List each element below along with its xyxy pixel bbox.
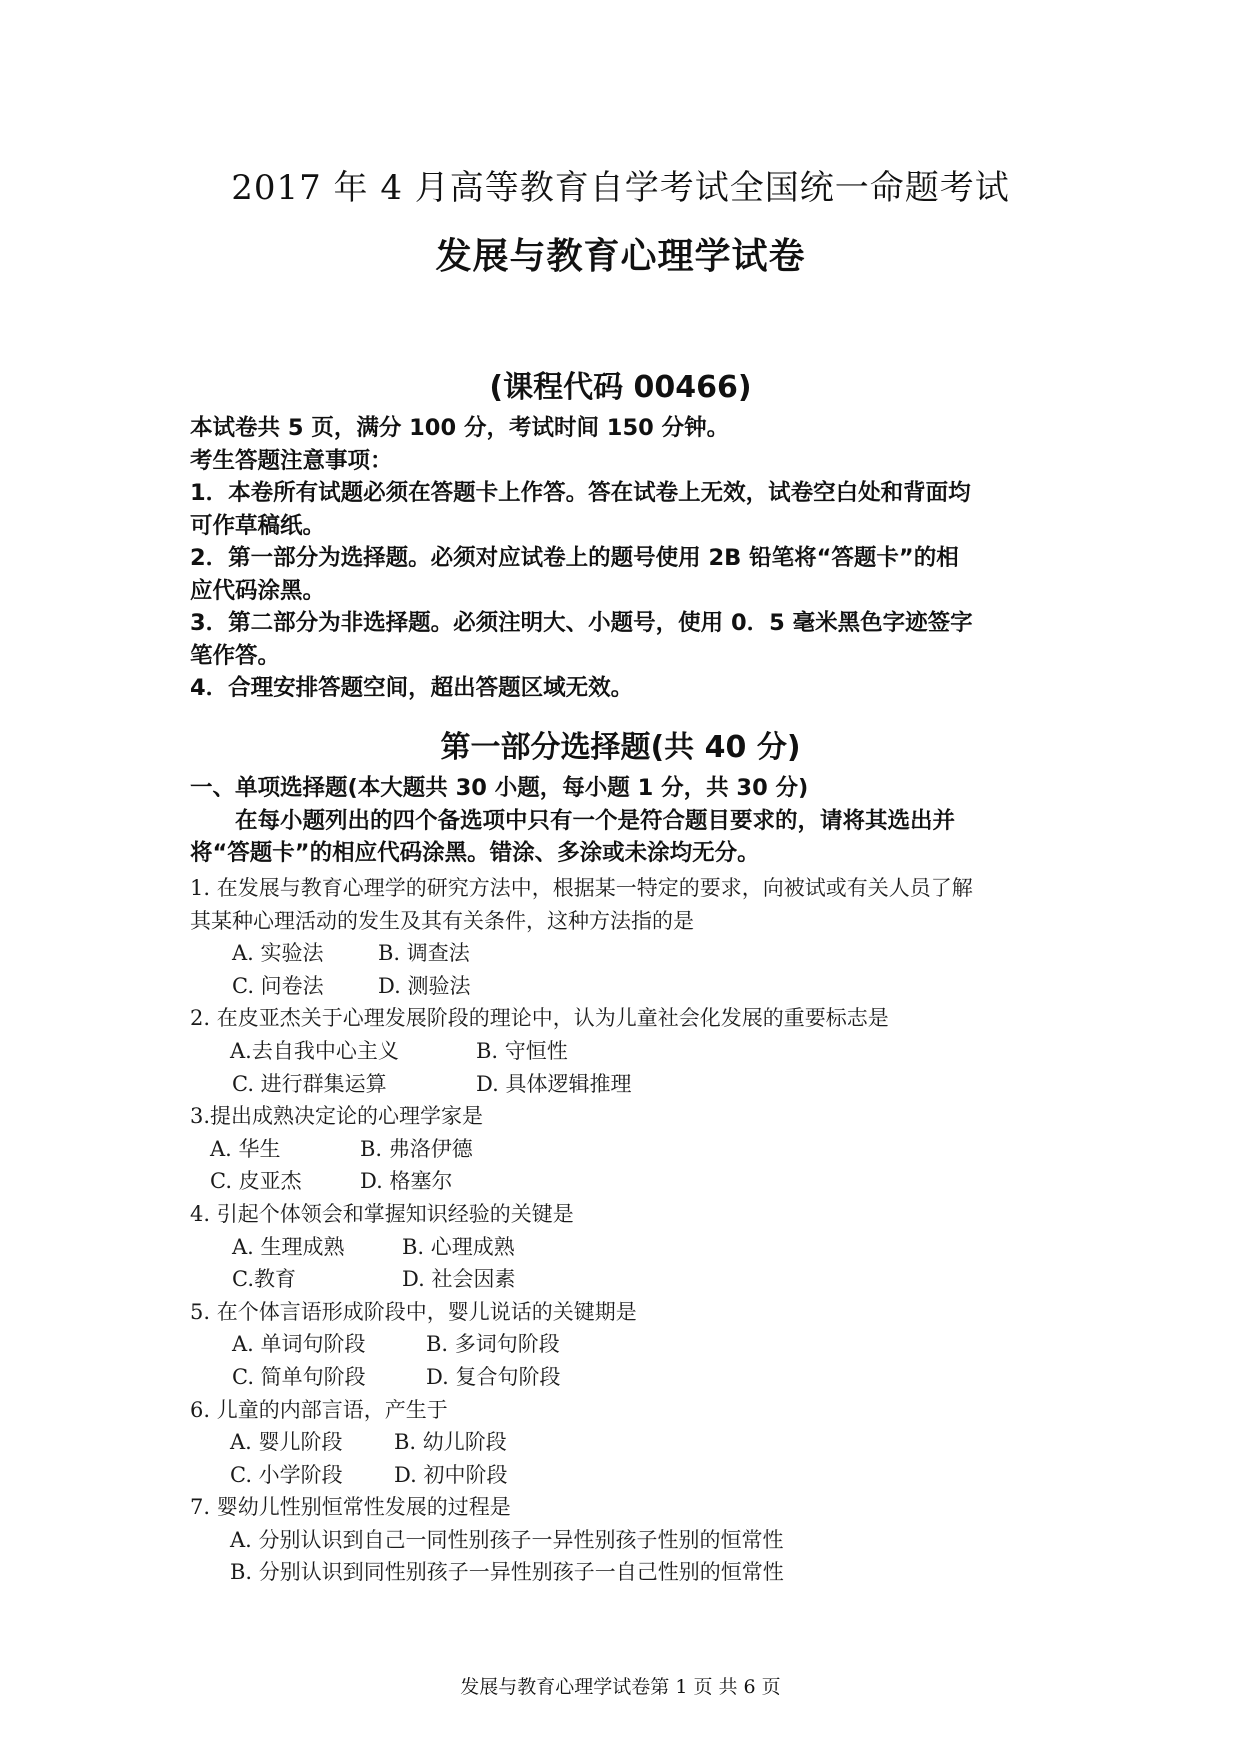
notes-item-2-cont: 应代码涂黑。 — [190, 577, 326, 604]
notes-item-1-cont: 可作草稿纸。 — [190, 512, 326, 539]
question-1: 1. 在发展与教育心理学的研究方法中，根据某一特定的要求，向被试或有关人员了解 — [190, 876, 973, 900]
course-code: (课程代码 00466) — [489, 370, 752, 405]
question-4-options-row-2 — [190, 1263, 1070, 1296]
option-d: D. 初中阶段 — [394, 1462, 508, 1487]
question-3: 3.提出成熟决定论的心理学家是 — [190, 1104, 484, 1129]
option-d: D. 社会因素 — [402, 1267, 516, 1292]
option-c: C.教育 — [232, 1267, 296, 1292]
question-7-option-a: A. 分别认识到自己一同性别孩子一异性别孩子性别的恒常性 — [230, 1527, 784, 1552]
option-b: B. 心理成熟 — [402, 1234, 515, 1259]
option-c: C. 进行群集运算 — [232, 1071, 387, 1096]
option-d: D. 复合句阶段 — [426, 1364, 561, 1389]
question-6-options-row-2 — [190, 1459, 1070, 1492]
question-2-options-row-1 — [190, 1035, 1070, 1068]
option-d: D. 具体逻辑推理 — [476, 1071, 632, 1096]
section-one-heading: 一、单项选择题(本大题共 30 小题，每小题 1 分，共 30 分) — [190, 775, 809, 801]
notes-item-1: 1．本卷所有试题必须在答题卡上作答。答在试卷上无效，试卷空白处和背面均 — [190, 480, 971, 506]
option-a: A. 婴儿阶段 — [230, 1430, 343, 1455]
option-b: B. 多词句阶段 — [426, 1332, 560, 1357]
option-a: A. 单词句阶段 — [232, 1332, 366, 1357]
option-c: C. 皮亚杰 — [210, 1169, 302, 1194]
notes-summary: 本试卷共 5 页，满分 100 分，考试时间 150 分钟。 — [190, 415, 730, 441]
exam-notes — [190, 412, 1070, 705]
notes-item-3: 3．第二部分为非选择题。必须注明大、小题号，使用 0．5 毫米黑色字迹签字 — [190, 610, 973, 636]
part-one-title: 第一部分选择题(共 40 分) — [440, 730, 801, 765]
question-4: 4. 引起个体领会和掌握知识经验的关键是 — [190, 1201, 574, 1226]
notes-heading: 考生答题注意事项： — [190, 447, 393, 474]
question-5: 5. 在个体言语形成阶段中，婴儿说话的关键期是 — [190, 1299, 637, 1324]
section-one-instruction-cont: 将“答题卡”的相应代码涂黑。错涂、多涂或未涂均无分。 — [190, 840, 760, 866]
option-c: C. 简单句阶段 — [232, 1364, 366, 1389]
option-a: A. 实验法 — [232, 941, 324, 966]
option-b: B. 幼儿阶段 — [394, 1430, 507, 1455]
question-list — [190, 872, 1070, 1589]
notes-item-2: 2．第一部分为选择题。必须对应试卷上的题号使用 2B 铅笔将“答题卡”的相 — [190, 545, 959, 571]
option-b: B. 调查法 — [378, 941, 470, 966]
question-1-options-row-2 — [190, 970, 1070, 1003]
question-3-options-row-2 — [190, 1165, 1070, 1198]
question-2: 2. 在皮亚杰关于心理发展阶段的理论中，认为儿童社会化发展的重要标志是 — [190, 1006, 889, 1031]
option-d: D. 格塞尔 — [360, 1169, 453, 1194]
option-b: B. 弗洛伊德 — [360, 1136, 473, 1161]
question-3-options-row-1 — [190, 1133, 1070, 1166]
question-4-options-row-1 — [190, 1231, 1070, 1264]
option-d: D. 测验法 — [378, 973, 471, 998]
question-7: 7. 婴幼儿性别恒常性发展的过程是 — [190, 1495, 511, 1520]
question-7-option-b: B. 分别认识到同性别孩子一异性别孩子一自己性别的恒常性 — [230, 1560, 784, 1585]
question-5-options-row-2 — [190, 1361, 1070, 1394]
question-2-options-row-2 — [190, 1068, 1070, 1101]
option-b: B. 守恒性 — [476, 1038, 568, 1063]
paper-title: 发展与教育心理学试卷 — [435, 236, 806, 277]
option-a: A. 华生 — [210, 1136, 281, 1161]
option-c: C. 问卷法 — [232, 973, 324, 998]
section-one-instruction: 在每小题列出的四个备选项中只有一个是符合题目要求的，请将其选出并 — [235, 807, 956, 834]
section-one-heading-block — [190, 772, 1070, 870]
question-6: 6. 儿童的内部言语，产生于 — [190, 1397, 448, 1422]
question-5-options-row-1 — [190, 1328, 1070, 1361]
option-a: A.去自我中心主义 — [230, 1038, 399, 1063]
question-6-options-row-1 — [190, 1426, 1070, 1459]
option-a: A. 生理成熟 — [232, 1234, 345, 1259]
notes-item-4: 4．合理安排答题空间，超出答题区域无效。 — [190, 675, 634, 701]
page-footer: 发展与教育心理学试卷第 1 页 共 6 页 — [460, 1676, 781, 1698]
question-1-cont: 其某种心理活动的发生及其有关条件，这种方法指的是 — [190, 908, 694, 933]
exam-name-heading: 2017 年 4 月高等教育自学考试全国统一命题考试 — [231, 168, 1010, 208]
option-c: C. 小学阶段 — [230, 1462, 343, 1487]
notes-item-3-cont: 笔作答。 — [190, 642, 281, 669]
question-1-options-row-1 — [190, 937, 1070, 970]
